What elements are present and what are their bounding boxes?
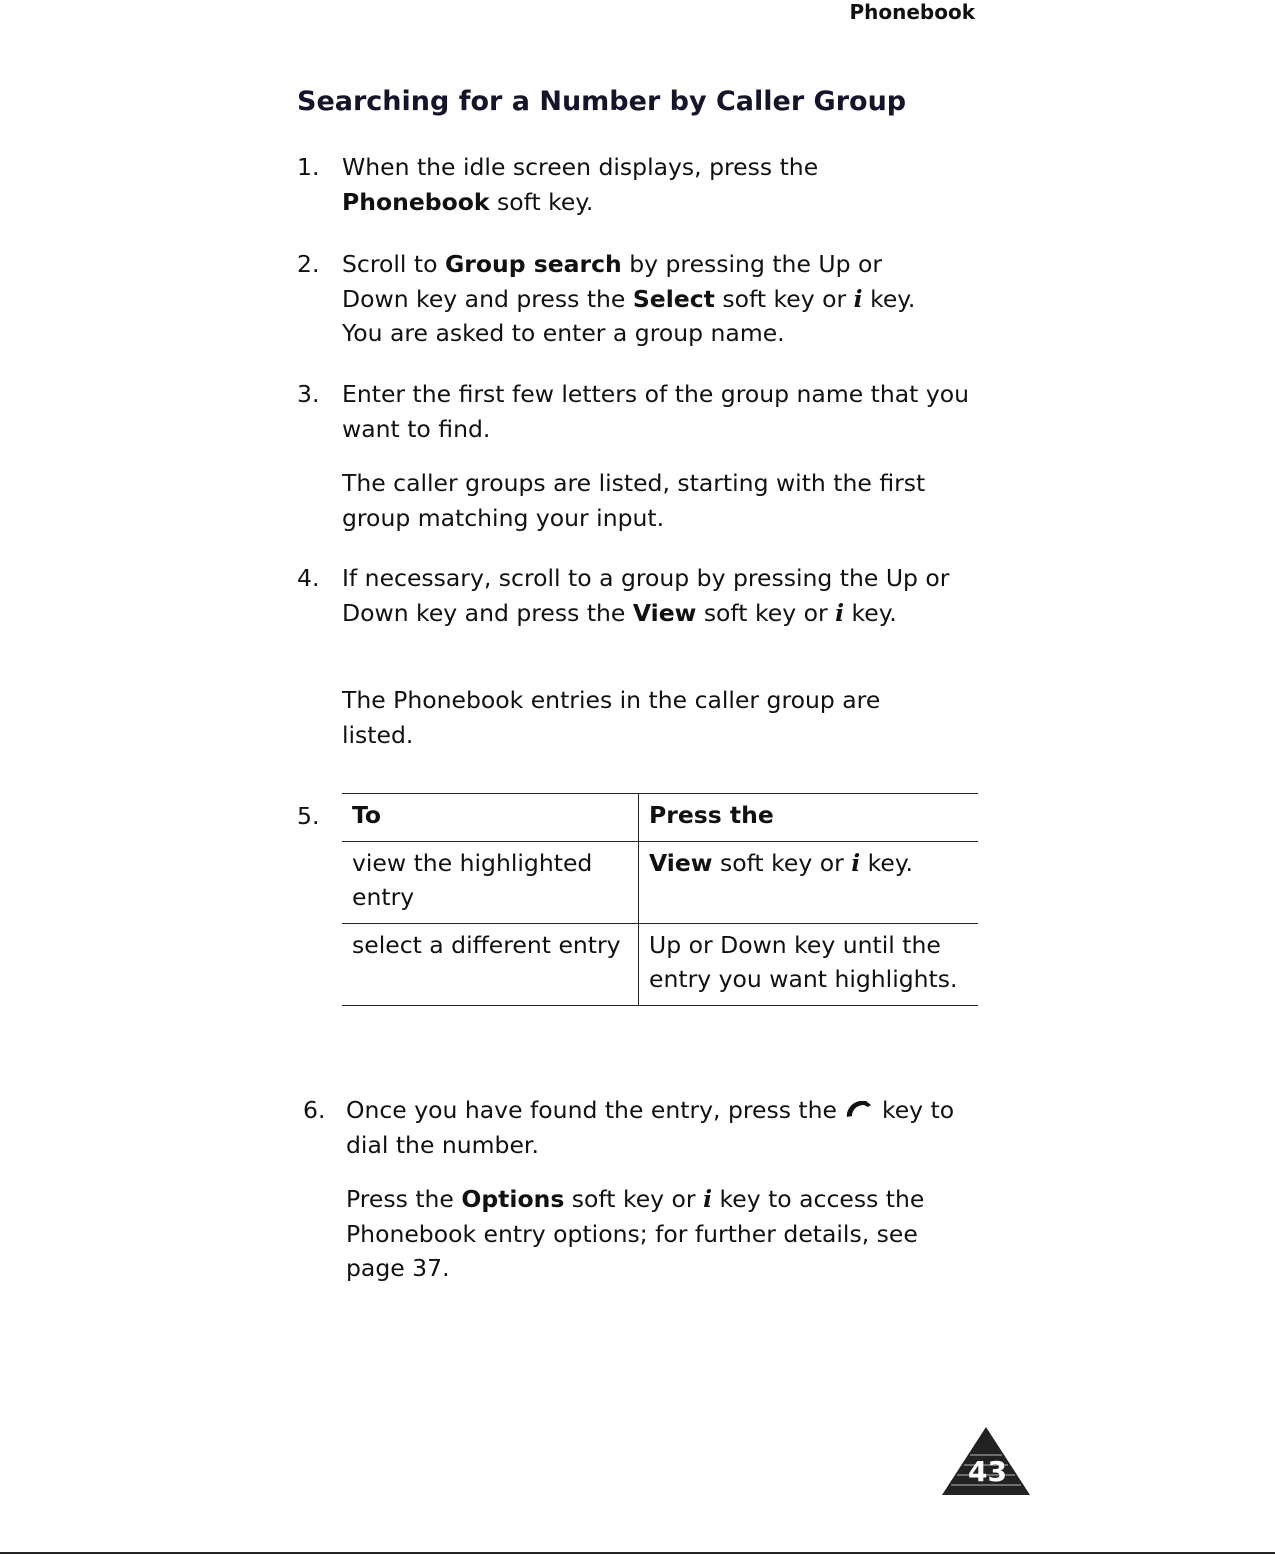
page-title: Searching for a Number by Caller Group [297,86,907,117]
page-number-badge [940,1425,1032,1501]
step-4-note: The Phonebook entries in the caller group are listed. [342,686,881,749]
running-header: Phonebook [849,0,975,24]
phone-send-icon [844,1098,874,1120]
action-table [342,793,978,1006]
page-number: 43 [968,1455,1007,1488]
footer-rule [0,1552,1275,1554]
manual-page: Phonebook Searching for a Number by Caller Group 1. When the idle screen displays, press the Phonebook soft key. 2. Scroll to Group search by pressing the Up or Down key and press the Select soft key or i key. You are asked to enter a group name. 3. Enter the first few letters of the group name that you want to find. The caller groups are listed, starting with the first group matching your input. 4. If necessary, scroll to a group by pressing the Up or Down key and press the View soft key or i key. The Phonebook entries in the caller group are listed. 5. To Press the view the highlighted entry View soft key or i key. select a different entry Up or Down key until the entry you want highlights. 6. Once you have found the entry, press the key to dial the number. Press the Options soft key or i key to access the Phonebook entry options; for further details, see page 37. 43 [0,0,1275,1555]
table-row: select a different entry Up or Down key until the entry you want highlights. [342,923,978,1005]
info-key-icon: i [835,598,845,627]
table-row: view the highlighted entry View soft key or i key. [342,841,978,923]
info-key-icon: i [851,848,861,877]
info-key-icon: i [853,284,863,313]
step-6-note: Press the Options soft key or i key to access the Phonebook entry options; for further details, see page 37. [346,1185,925,1282]
table-header-row: To Press the [342,794,978,842]
step-3-note: The caller groups are listed, starting with the first group matching your input. [342,469,926,532]
info-key-icon: i [703,1185,713,1213]
